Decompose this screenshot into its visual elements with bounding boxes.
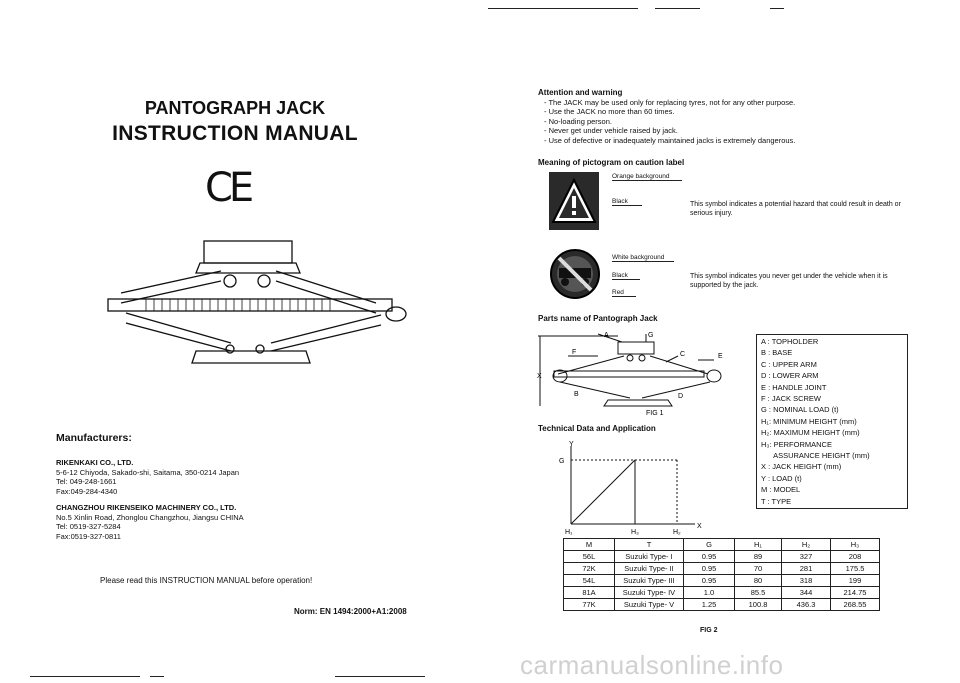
jack-upper-arm-right <box>276 271 376 303</box>
jack-illustration <box>96 233 416 368</box>
table-cell: 56L <box>564 551 615 563</box>
pictogram-heading: Meaning of pictogram on caution label <box>538 158 685 167</box>
table-cell: 199 <box>831 575 880 587</box>
fig2-caption: FIG 2 <box>700 627 718 634</box>
jack-base <box>192 351 310 363</box>
jack-pivot-top-left <box>224 275 236 287</box>
fig1-label-x: X <box>537 373 542 380</box>
table-cell: 281 <box>782 563 831 575</box>
scan-rule <box>150 676 164 677</box>
table-cell: 77K <box>564 599 615 611</box>
company1-name: RIKENKAKI CO., LTD. <box>56 458 134 467</box>
company2-address: No.5 Xinlin Road, Zhonglou Changzhou, Jiangsu CHINA <box>56 512 244 522</box>
table-cell: 89 <box>735 551 782 563</box>
legend-item: M : MODEL <box>761 485 801 495</box>
legend-item: H₁: MINIMUM HEIGHT (mm) <box>761 416 857 426</box>
fig1-caption: FIG 1 <box>646 410 664 417</box>
picto2-label-white: White background <box>612 254 674 262</box>
graph-label-h2: H₂ <box>673 529 681 536</box>
jack-topholder <box>204 241 292 263</box>
technical-data-heading: Technical Data and Application <box>538 424 656 433</box>
company1-address: 5-6-12 Chiyoda, Sakado-shi, Saitama, 350-0214 Japan <box>56 467 240 477</box>
graph-label-y: Y <box>569 441 574 448</box>
table-header: H₁ <box>735 539 782 551</box>
legend-item: C : UPPER ARM <box>761 359 817 369</box>
please-read-note: Please read this INSTRUCTION MANUAL before operation! <box>100 576 313 585</box>
warning-triangle-icon <box>549 172 599 230</box>
picto1-description: This symbol indicates a potential hazard that could result in death or serious injury. <box>690 201 901 217</box>
fig1-label-d: D <box>678 393 684 400</box>
legend-item: B : BASE <box>761 348 793 358</box>
legend-item: E : HANDLE JOINT <box>761 382 827 392</box>
table-cell: 175.5 <box>831 563 880 575</box>
graph-label-x: X <box>697 523 702 530</box>
fig1-label-b: B <box>574 391 579 398</box>
table-header: H₂ <box>782 539 831 551</box>
company2-name: CHANGZHOU RIKENSEIKO MACHINERY CO., LTD. <box>56 503 237 512</box>
graph-label-h3: H₃ <box>631 529 639 536</box>
no-under-vehicle-icon <box>549 248 601 300</box>
fig1-label-f: F <box>572 349 577 356</box>
table-row <box>564 587 880 599</box>
table-cell: 80 <box>735 575 782 587</box>
ce-mark-logo: CE <box>205 165 251 211</box>
table-cell: 1.25 <box>684 599 735 611</box>
warning-item: - Use of defective or inadequately maintained jacks is extremely dangerous. <box>544 136 918 146</box>
attention-heading: Attention and warning <box>538 88 623 97</box>
company2-tel: Tel: 0519-327-5284 <box>56 522 121 531</box>
table-cell: 0.95 <box>684 575 735 587</box>
table-cell: 54L <box>564 575 615 587</box>
table-cell: 208 <box>831 551 880 563</box>
company1-block <box>56 458 239 496</box>
scan-rule <box>335 676 425 677</box>
table-header: M <box>564 539 615 551</box>
table-cell: 100.8 <box>735 599 782 611</box>
picto1-label-black: Black <box>612 198 642 206</box>
company1-tel: Tel: 049-248-1661 <box>56 477 117 486</box>
warning-item: - No-loading person. <box>544 117 918 127</box>
attention-section <box>538 88 918 145</box>
company2-block <box>56 503 244 541</box>
watermark-text: carmanualsonline.info <box>520 650 784 680</box>
legend-item: X : JACK HEIGHT (mm) <box>761 462 842 472</box>
scan-rule <box>655 8 700 9</box>
jack-top-plate <box>196 263 300 273</box>
table-header: G <box>684 539 735 551</box>
table-cell: 85.5 <box>735 587 782 599</box>
scan-rule <box>770 8 784 9</box>
legend-item: G : NOMINAL LOAD (t) <box>761 405 839 415</box>
legend-item: H₃: PERFORMANCE <box>761 439 832 449</box>
table-cell: 72K <box>564 563 615 575</box>
picto2-label-red: Red <box>612 289 636 297</box>
table-header: T <box>615 539 684 551</box>
scan-rule <box>30 676 140 677</box>
fig1-label-a: A <box>604 332 609 339</box>
graph-label-g: G <box>559 458 565 465</box>
table-row <box>564 563 880 575</box>
table-cell: Suzuki Type- III <box>615 575 684 587</box>
legend-item: A : TOPHOLDER <box>761 337 819 346</box>
table-cell: 214.75 <box>831 587 880 599</box>
table-header-row <box>564 539 880 551</box>
legend-item: F : JACK SCREW <box>761 394 822 404</box>
legend-item: ASSURANCE HEIGHT (mm) <box>761 451 870 461</box>
table-cell: Suzuki Type- V <box>615 599 684 611</box>
table-row <box>564 599 880 611</box>
norm-reference: Norm: EN 1494:2000+A1:2008 <box>294 607 407 616</box>
table-cell: 327 <box>782 551 831 563</box>
parts-legend <box>756 334 908 509</box>
table-cell: 268.55 <box>831 599 880 611</box>
table-cell: Suzuki Type- IV <box>615 587 684 599</box>
fig1-label-e: E <box>718 353 723 360</box>
table-cell: 318 <box>782 575 831 587</box>
warning-item: - The JACK may be used only for replacing tyres, not for any other purpose. <box>544 98 918 108</box>
title-line-2: INSTRUCTION MANUAL <box>112 122 358 145</box>
title-line-1: PANTOGRAPH JACK <box>144 98 326 118</box>
graph-load-line <box>571 460 635 524</box>
fig1-screw <box>554 371 704 377</box>
graph-label-h1: H₁ <box>565 529 573 536</box>
legend-item: H₂: MAXIMUM HEIGHT (mm) <box>761 428 860 438</box>
picto2-label-black: Black <box>612 272 640 280</box>
jack-lower-arm-left <box>126 313 231 343</box>
fig1-label-g: G <box>648 332 654 339</box>
jack-handle-eye <box>386 307 406 321</box>
table-cell: 81A <box>564 587 615 599</box>
table-cell: Suzuki Type- II <box>615 563 684 575</box>
parts-heading: Parts name of Pantograph Jack <box>538 314 658 323</box>
fig1-topholder <box>618 342 654 354</box>
table-cell: 70 <box>735 563 782 575</box>
jack-pivot-top-right <box>258 275 270 287</box>
company1-fax: Fax:049-284-4340 <box>56 486 118 496</box>
table-row <box>564 575 880 587</box>
warning-list <box>538 98 918 146</box>
picto1-label-orange: Orange background <box>612 173 682 181</box>
table-cell: 344 <box>782 587 831 599</box>
manufacturers-heading: Manufacturers: <box>56 432 132 444</box>
table-cell: Suzuki Type- I <box>615 551 684 563</box>
company2-fax: Fax:0519-327-0811 <box>56 531 121 541</box>
legend-item: Y : LOAD (t) <box>761 473 802 483</box>
legend-item: T : TYPE <box>761 496 792 506</box>
warning-item: - Use the JACK no more than 60 times. <box>544 107 918 117</box>
load-height-graph <box>555 438 705 536</box>
picto2-description: This symbol indicates you never get under the vehicle when it is supported by the jack. <box>690 273 888 289</box>
table-cell: 436.3 <box>782 599 831 611</box>
table-cell: 0.95 <box>684 551 735 563</box>
legend-item: D : LOWER ARM <box>761 371 819 381</box>
table-cell: 0.95 <box>684 563 735 575</box>
warning-item: - Never get under vehicle raised by jack. <box>544 126 918 136</box>
scan-rule <box>488 8 638 9</box>
fig1-diagram <box>538 326 738 416</box>
spec-table <box>563 538 880 611</box>
table-header: H₃ <box>831 539 880 551</box>
jack-upper-arm-left <box>121 271 221 293</box>
fig1-label-c: C <box>680 351 686 358</box>
table-row <box>564 551 880 563</box>
table-cell: 1.0 <box>684 587 735 599</box>
